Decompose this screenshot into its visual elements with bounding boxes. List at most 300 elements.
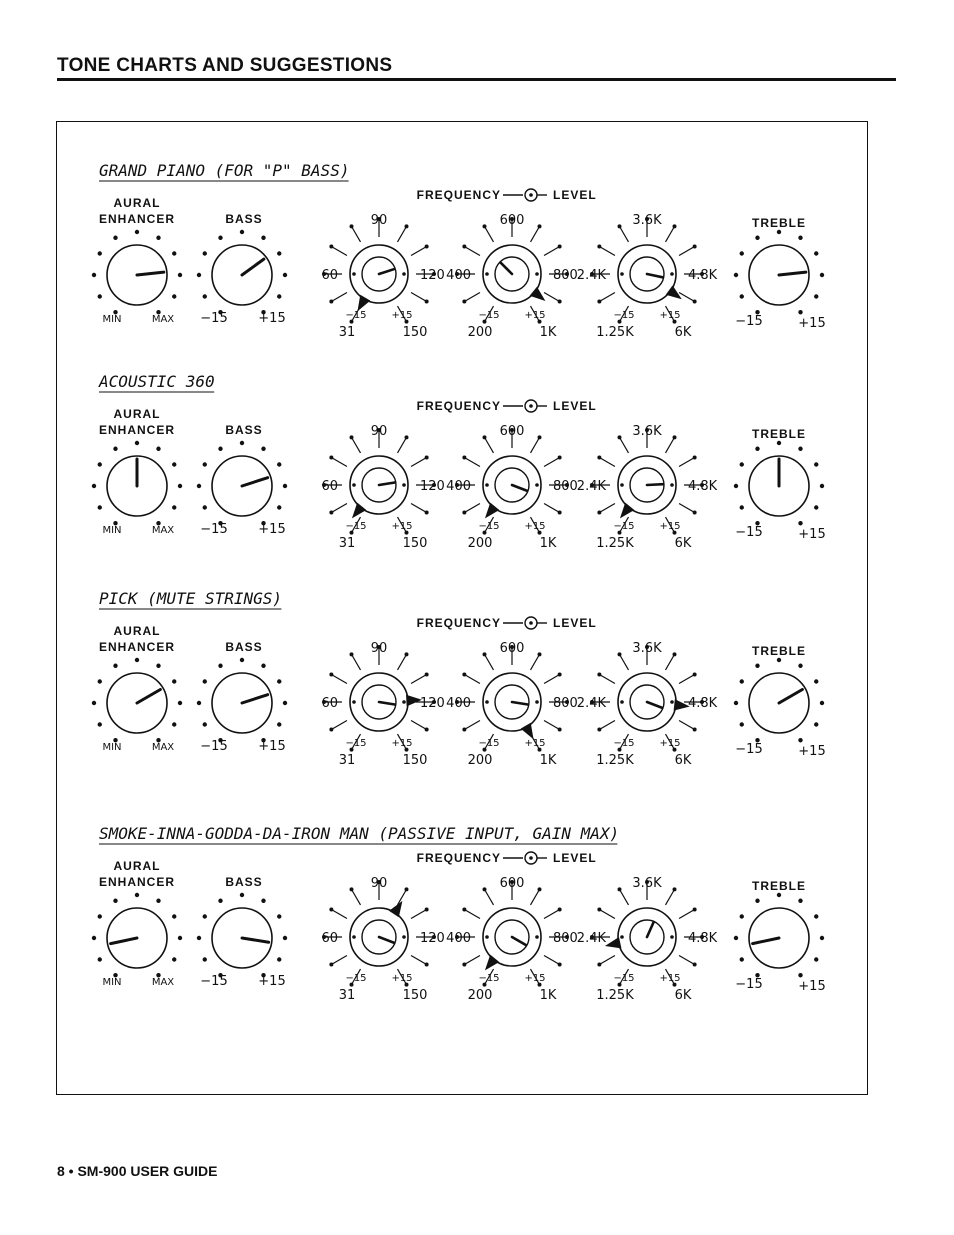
bass-knob-pointer bbox=[242, 259, 264, 275]
eq-band-1-freq-dot bbox=[425, 963, 429, 967]
eq-band-3-freq-max: 6K bbox=[674, 325, 692, 340]
eq-band-3-freq-dot bbox=[673, 435, 677, 439]
eq-band-3-level-dot bbox=[620, 272, 624, 276]
eq-band-2-label-top: 600 bbox=[499, 641, 525, 656]
eq-band-3-freq-tick bbox=[599, 458, 615, 467]
eq-band-3-freq-tick bbox=[620, 889, 629, 905]
level-label: LEVEL bbox=[553, 616, 597, 630]
treble-knob-tick bbox=[814, 251, 818, 255]
eq-band-1-freq-tick bbox=[331, 910, 347, 919]
eq-band-1-level-dot bbox=[402, 700, 406, 704]
eq-band-2-level-min: −15 bbox=[478, 973, 500, 984]
eq-band-1-level-max: +15 bbox=[391, 521, 413, 532]
eq-band-2-level-dot bbox=[485, 272, 489, 276]
treble-knob-tick bbox=[798, 521, 802, 525]
eq-band-1-freq-tick bbox=[331, 504, 347, 513]
eq-band-2-freq-tick bbox=[531, 654, 540, 670]
eq-band-1-level-dot bbox=[352, 700, 356, 704]
eq-band-2-label-right: 800 bbox=[553, 696, 578, 711]
eq-band-1-freq-dot bbox=[350, 435, 354, 439]
eq-band-2-label-top: 600 bbox=[499, 424, 525, 439]
treble-knob-tick bbox=[814, 294, 818, 298]
eq-band-2-freq-tick bbox=[464, 675, 480, 684]
treble-label: TREBLE bbox=[752, 216, 806, 230]
eq-band-3-freq-max: 6K bbox=[674, 536, 692, 551]
eq-band-1-freq-dot bbox=[405, 887, 409, 891]
eq-band-1-freq-tick bbox=[411, 504, 427, 513]
eq-band-2-freq-dot bbox=[538, 224, 542, 228]
eq-band-1-freq-tick bbox=[352, 654, 361, 670]
eq-band-1-freq-tick bbox=[331, 247, 347, 256]
eq-band-3-level-dot bbox=[670, 700, 674, 704]
eq-band-2-freq-tick bbox=[464, 247, 480, 256]
eq-band-1-freq-dot bbox=[329, 456, 333, 460]
aural-enhancer-knob-tick bbox=[98, 462, 102, 466]
bass-knob-pointer bbox=[242, 695, 268, 703]
eq-band-3-freq-tick bbox=[620, 437, 629, 453]
eq-band-1-freq-tick bbox=[331, 956, 347, 965]
eq-band-1-label-left: 60 bbox=[321, 479, 338, 494]
bass-knob-tick bbox=[240, 658, 244, 662]
eq-band-1-freq-max: 150 bbox=[402, 325, 428, 340]
aural-enhancer-knob-tick bbox=[172, 957, 176, 961]
eq-band-3-freq-min: 1.25K bbox=[596, 753, 634, 768]
eq-band-1-freq-tick bbox=[398, 437, 407, 453]
treble-min-label: −15 bbox=[735, 742, 763, 757]
aural-enhancer-knob-tick bbox=[172, 722, 176, 726]
aural-enhancer-knob-tick bbox=[98, 505, 102, 509]
treble-knob-tick bbox=[777, 441, 781, 445]
eq-band-3-freq-dot bbox=[597, 300, 601, 304]
treble-knob-tick bbox=[740, 462, 744, 466]
bass-max-label: +15 bbox=[258, 974, 286, 989]
eq-band-2-freq-dot bbox=[558, 300, 562, 304]
treble-knob-tick bbox=[734, 273, 738, 277]
eq-band-2-freq-dot bbox=[558, 908, 562, 912]
eq-band-2-freq-dot bbox=[558, 963, 562, 967]
aural-enhancer-knob-tick bbox=[113, 664, 117, 668]
eq-band-1-label-top: 90 bbox=[370, 213, 388, 228]
eq-band-3-freq-dot bbox=[597, 245, 601, 249]
aural-enhancer-knob-tick bbox=[156, 664, 160, 668]
aural-max-label: MAX bbox=[151, 314, 175, 325]
eq-band-2-level-dot bbox=[535, 272, 539, 276]
eq-band-3-level-max: +15 bbox=[659, 521, 681, 532]
eq-band-1-level-max: +15 bbox=[391, 738, 413, 749]
bass-min-label: −15 bbox=[200, 522, 228, 537]
treble-min-label: −15 bbox=[735, 525, 763, 540]
enhancer-label: ENHANCER bbox=[98, 212, 176, 226]
bass-knob-tick bbox=[277, 462, 281, 466]
eq-band-3-label-right: 4.8K bbox=[688, 931, 718, 946]
eq-band-2-freq-tick bbox=[544, 458, 560, 467]
eq-band-2-freq-dot bbox=[483, 652, 487, 656]
aural-enhancer-knob-tick bbox=[172, 294, 176, 298]
treble-knob-tick bbox=[734, 484, 738, 488]
treble-knob-tick bbox=[740, 251, 744, 255]
bass-knob-tick bbox=[261, 447, 265, 451]
bass-knob-tick bbox=[203, 462, 207, 466]
eq-band-3-freq-min: 1.25K bbox=[596, 536, 634, 551]
frequency-label: FREQUENCY bbox=[416, 616, 501, 630]
treble-knob-tick bbox=[814, 914, 818, 918]
aural-enhancer-knob-tick bbox=[98, 914, 102, 918]
eq-band-2-freq-dot bbox=[538, 435, 542, 439]
eq-band-1-freq-dot bbox=[350, 652, 354, 656]
eq-band-3-level-pointer bbox=[647, 484, 663, 485]
eq-band-3-label-left: 2.4K bbox=[576, 931, 606, 946]
preset-4 bbox=[92, 824, 826, 1003]
freq-level-symbol-dot bbox=[529, 856, 533, 860]
eq-band-1-freq-tick bbox=[411, 458, 427, 467]
aural-enhancer-knob-tick bbox=[135, 441, 139, 445]
eq-band-2-level-dot bbox=[485, 935, 489, 939]
eq-band-3-level-dot bbox=[670, 272, 674, 276]
treble-knob-tick bbox=[820, 273, 824, 277]
eq-band-2-freq-dot bbox=[558, 245, 562, 249]
treble-knob-tick bbox=[740, 679, 744, 683]
eq-band-2-freq-dot bbox=[558, 728, 562, 732]
treble-label: TREBLE bbox=[752, 427, 806, 441]
treble-knob-tick bbox=[798, 447, 802, 451]
eq-band-2-freq-min: 200 bbox=[467, 988, 493, 1003]
aural-max-label: MAX bbox=[151, 977, 175, 988]
eq-band-3-freq-dot bbox=[597, 908, 601, 912]
eq-band-2-freq-tick bbox=[464, 721, 480, 730]
eq-band-1-freq-dot bbox=[329, 963, 333, 967]
eq-band-2-freq-tick bbox=[531, 226, 540, 242]
treble-knob-tick bbox=[798, 738, 802, 742]
bass-knob-tick bbox=[203, 294, 207, 298]
eq-band-3-freq-tick bbox=[679, 247, 695, 256]
eq-band-2-freq-tick bbox=[544, 910, 560, 919]
aural-enhancer-knob-tick bbox=[135, 893, 139, 897]
eq-band-2-freq-tick bbox=[464, 956, 480, 965]
bass-knob-tick bbox=[203, 505, 207, 509]
aural-enhancer-knob-tick bbox=[113, 899, 117, 903]
eq-band-1-freq-tick bbox=[398, 226, 407, 242]
page-footer: 8 • SM-900 USER GUIDE bbox=[57, 1163, 218, 1179]
bass-knob-tick bbox=[277, 251, 281, 255]
eq-band-2-level-dot bbox=[485, 700, 489, 704]
eq-band-3-level-min: −15 bbox=[613, 310, 635, 321]
eq-band-3-freq-max: 6K bbox=[674, 753, 692, 768]
bass-knob-tick bbox=[240, 893, 244, 897]
treble-knob-tick bbox=[814, 722, 818, 726]
eq-band-3-freq-dot bbox=[693, 456, 697, 460]
treble-knob-tick bbox=[734, 701, 738, 705]
eq-band-1-level-dot bbox=[402, 483, 406, 487]
aural-enhancer-knob-pointer bbox=[137, 690, 160, 704]
bass-knob-tick bbox=[261, 664, 265, 668]
eq-band-3-level-dot bbox=[620, 935, 624, 939]
eq-band-2-freq-max: 1K bbox=[539, 988, 557, 1003]
freq-level-symbol-dot bbox=[529, 621, 533, 625]
eq-band-3-freq-dot bbox=[693, 245, 697, 249]
aural-enhancer-knob-tick bbox=[98, 957, 102, 961]
eq-band-1-level-min: −15 bbox=[345, 738, 367, 749]
bass-knob-tick bbox=[203, 251, 207, 255]
eq-band-2-freq-min: 200 bbox=[467, 325, 493, 340]
eq-band-1-freq-max: 150 bbox=[402, 988, 428, 1003]
aural-enhancer-knob-tick bbox=[172, 462, 176, 466]
eq-band-1-level-min: −15 bbox=[345, 310, 367, 321]
frequency-label: FREQUENCY bbox=[416, 188, 501, 202]
eq-band-1-freq-tick bbox=[352, 226, 361, 242]
eq-band-1-label-right: 120 bbox=[420, 696, 445, 711]
eq-band-2-label-right: 800 bbox=[553, 268, 578, 283]
eq-band-1-level-dot bbox=[352, 935, 356, 939]
enhancer-label: ENHANCER bbox=[98, 423, 176, 437]
eq-band-1-freq-dot bbox=[350, 887, 354, 891]
treble-knob-pointer bbox=[779, 272, 806, 275]
eq-band-2-freq-dot bbox=[462, 908, 466, 912]
eq-band-3-freq-tick bbox=[679, 721, 695, 730]
eq-band-1-freq-tick bbox=[331, 293, 347, 302]
treble-knob-tick bbox=[755, 664, 759, 668]
preset-title: PICK (MUTE STRINGS) bbox=[99, 589, 283, 608]
aural-enhancer-knob-tick bbox=[156, 447, 160, 451]
eq-band-2-freq-max: 1K bbox=[539, 536, 557, 551]
eq-band-3-label-top: 3.6K bbox=[632, 424, 662, 439]
eq-band-2-freq-tick bbox=[464, 910, 480, 919]
eq-band-2-level-max: +15 bbox=[524, 738, 546, 749]
eq-band-1-freq-dot bbox=[425, 300, 429, 304]
eq-band-3-freq-dot bbox=[618, 887, 622, 891]
treble-max-label: +15 bbox=[798, 316, 826, 331]
eq-band-2-freq-dot bbox=[483, 224, 487, 228]
eq-band-1-freq-dot bbox=[425, 456, 429, 460]
aural-enhancer-knob-tick bbox=[92, 484, 96, 488]
eq-band-2-freq-tick bbox=[464, 293, 480, 302]
eq-band-2-freq-tick bbox=[544, 293, 560, 302]
preset-1 bbox=[92, 161, 826, 340]
treble-knob-tick bbox=[820, 484, 824, 488]
eq-band-2-level-max: +15 bbox=[524, 310, 546, 321]
treble-knob-tick bbox=[798, 664, 802, 668]
aural-enhancer-knob-tick bbox=[178, 701, 182, 705]
eq-band-2-freq-tick bbox=[531, 437, 540, 453]
eq-band-3-freq-tick bbox=[599, 910, 615, 919]
aural-enhancer-knob-tick bbox=[98, 722, 102, 726]
aural-enhancer-knob-tick bbox=[178, 484, 182, 488]
aural-max-label: MAX bbox=[151, 742, 175, 753]
eq-band-1-freq-max: 150 bbox=[402, 753, 428, 768]
bass-knob-tick bbox=[283, 273, 287, 277]
eq-band-2-level-min: −15 bbox=[478, 310, 500, 321]
bass-knob-tick bbox=[277, 957, 281, 961]
treble-label: TREBLE bbox=[752, 879, 806, 893]
eq-band-3-freq-tick bbox=[679, 504, 695, 513]
treble-knob-tick bbox=[777, 893, 781, 897]
treble-knob-tick bbox=[820, 701, 824, 705]
preset-title: ACOUSTIC 360 bbox=[99, 372, 215, 391]
aural-enhancer-knob-tick bbox=[92, 701, 96, 705]
eq-band-1-label-left: 60 bbox=[321, 931, 338, 946]
eq-band-2-freq-tick bbox=[544, 721, 560, 730]
eq-band-3-label-left: 2.4K bbox=[576, 696, 606, 711]
eq-band-2-label-right: 800 bbox=[553, 931, 578, 946]
eq-band-2-freq-dot bbox=[538, 652, 542, 656]
eq-band-3-label-right: 4.8K bbox=[688, 268, 718, 283]
eq-band-1-freq-tick bbox=[398, 654, 407, 670]
aural-label: AURAL bbox=[113, 407, 161, 421]
eq-band-3-freq-dot bbox=[597, 728, 601, 732]
eq-band-2-freq-dot bbox=[538, 887, 542, 891]
eq-band-3-freq-dot bbox=[693, 728, 697, 732]
eq-band-1-label-right: 120 bbox=[420, 931, 445, 946]
frequency-label: FREQUENCY bbox=[416, 399, 501, 413]
treble-knob-tick bbox=[755, 236, 759, 240]
eq-band-3-freq-tick bbox=[679, 293, 695, 302]
eq-band-1-level-dot bbox=[402, 272, 406, 276]
eq-band-3-freq-dot bbox=[693, 673, 697, 677]
preset-title: GRAND PIANO (FOR "P" BASS) bbox=[99, 161, 350, 180]
eq-band-3-label-right: 4.8K bbox=[688, 696, 718, 711]
freq-level-symbol-dot bbox=[529, 193, 533, 197]
treble-knob-tick bbox=[798, 310, 802, 314]
bass-knob-tick bbox=[203, 722, 207, 726]
eq-band-1-freq-dot bbox=[425, 908, 429, 912]
eq-band-3-label-right: 4.8K bbox=[688, 479, 718, 494]
eq-band-1-freq-dot bbox=[425, 511, 429, 515]
eq-band-1-label-right: 120 bbox=[420, 479, 445, 494]
bass-knob-tick bbox=[283, 484, 287, 488]
bass-knob-tick bbox=[218, 664, 222, 668]
title-rule bbox=[57, 78, 896, 81]
eq-band-2-freq-tick bbox=[485, 226, 494, 242]
bass-max-label: +15 bbox=[258, 522, 286, 537]
eq-band-3-freq-tick bbox=[666, 226, 675, 242]
eq-band-1-label-top: 90 bbox=[370, 876, 388, 891]
bass-knob-tick bbox=[277, 914, 281, 918]
eq-band-2-freq-tick bbox=[544, 247, 560, 256]
treble-knob-tick bbox=[798, 973, 802, 977]
eq-band-3-level-dot bbox=[670, 935, 674, 939]
aural-enhancer-knob-tick bbox=[135, 230, 139, 234]
aural-enhancer-knob-tick bbox=[98, 294, 102, 298]
eq-band-1-freq-tick bbox=[411, 675, 427, 684]
aural-enhancer-knob-pointer bbox=[137, 272, 164, 275]
treble-knob-tick bbox=[740, 294, 744, 298]
aural-enhancer-knob-tick bbox=[172, 251, 176, 255]
eq-band-2-freq-dot bbox=[462, 511, 466, 515]
treble-knob-tick bbox=[740, 957, 744, 961]
eq-band-3-label-top: 3.6K bbox=[632, 641, 662, 656]
bass-knob-tick bbox=[203, 957, 207, 961]
aural-enhancer-knob-tick bbox=[172, 914, 176, 918]
treble-knob-tick bbox=[777, 230, 781, 234]
eq-band-2-freq-dot bbox=[558, 511, 562, 515]
eq-band-2-freq-dot bbox=[462, 963, 466, 967]
eq-band-3-level-min: −15 bbox=[613, 738, 635, 749]
treble-knob-tick bbox=[814, 462, 818, 466]
eq-band-2-freq-tick bbox=[531, 889, 540, 905]
eq-band-1-freq-tick bbox=[411, 247, 427, 256]
eq-band-1-freq-dot bbox=[425, 245, 429, 249]
eq-band-1-level-min: −15 bbox=[345, 521, 367, 532]
aural-enhancer-knob-tick bbox=[92, 273, 96, 277]
eq-band-3-freq-pointer bbox=[605, 937, 621, 948]
eq-band-3-freq-tick bbox=[599, 293, 615, 302]
eq-band-2-freq-dot bbox=[558, 673, 562, 677]
aural-enhancer-knob-tick bbox=[172, 679, 176, 683]
level-label: LEVEL bbox=[553, 399, 597, 413]
eq-band-3-level-dot bbox=[670, 483, 674, 487]
preset-3 bbox=[92, 589, 826, 768]
eq-band-2-level-dot bbox=[535, 700, 539, 704]
bass-knob-tick bbox=[203, 914, 207, 918]
eq-band-3-level-max: +15 bbox=[659, 973, 681, 984]
eq-band-1-freq-dot bbox=[405, 652, 409, 656]
eq-band-2-freq-max: 1K bbox=[539, 753, 557, 768]
eq-band-1-freq-tick bbox=[331, 721, 347, 730]
eq-band-1-freq-min: 31 bbox=[338, 753, 356, 768]
eq-band-1-freq-dot bbox=[329, 908, 333, 912]
eq-band-3-freq-tick bbox=[666, 654, 675, 670]
treble-knob-tick bbox=[820, 936, 824, 940]
treble-min-label: −15 bbox=[735, 314, 763, 329]
eq-band-2-freq-dot bbox=[462, 300, 466, 304]
eq-band-1-freq-tick bbox=[331, 458, 347, 467]
eq-band-1-freq-tick bbox=[411, 956, 427, 965]
eq-band-2-freq-tick bbox=[544, 956, 560, 965]
bass-knob-tick bbox=[277, 505, 281, 509]
eq-band-2-level-max: +15 bbox=[524, 521, 546, 532]
aural-max-label: MAX bbox=[151, 525, 175, 536]
eq-band-1-freq-min: 31 bbox=[338, 988, 356, 1003]
treble-knob-tick bbox=[740, 722, 744, 726]
eq-band-1-freq-tick bbox=[411, 293, 427, 302]
preset-2 bbox=[92, 372, 826, 551]
eq-band-1-freq-tick bbox=[411, 721, 427, 730]
eq-band-3-freq-min: 1.25K bbox=[596, 325, 634, 340]
eq-band-1-freq-dot bbox=[329, 300, 333, 304]
treble-max-label: +15 bbox=[798, 527, 826, 542]
frequency-label: FREQUENCY bbox=[416, 851, 501, 865]
eq-band-1-level-dot bbox=[402, 935, 406, 939]
eq-band-2-level-dot bbox=[535, 483, 539, 487]
bass-knob-tick bbox=[277, 294, 281, 298]
eq-band-3-level-min: −15 bbox=[613, 521, 635, 532]
aural-label: AURAL bbox=[113, 859, 161, 873]
tone-chart-diagram bbox=[57, 122, 867, 1094]
aural-enhancer-knob-tick bbox=[113, 447, 117, 451]
eq-band-3-freq-tick bbox=[620, 226, 629, 242]
bass-knob-tick bbox=[218, 899, 222, 903]
eq-band-2-level-min: −15 bbox=[478, 521, 500, 532]
eq-band-2-freq-dot bbox=[462, 728, 466, 732]
eq-band-3-label-top: 3.6K bbox=[632, 876, 662, 891]
eq-band-2-freq-min: 200 bbox=[467, 536, 493, 551]
eq-band-1-freq-dot bbox=[329, 673, 333, 677]
eq-band-1-freq-max: 150 bbox=[402, 536, 428, 551]
eq-band-3-level-max: +15 bbox=[659, 310, 681, 321]
eq-band-2-freq-dot bbox=[483, 887, 487, 891]
eq-band-1-label-top: 90 bbox=[370, 424, 388, 439]
eq-band-2-label-right: 800 bbox=[553, 479, 578, 494]
eq-band-1-freq-min: 31 bbox=[338, 325, 356, 340]
aural-enhancer-knob-pointer bbox=[111, 938, 137, 944]
eq-band-1-freq-dot bbox=[425, 673, 429, 677]
bass-knob-tick bbox=[203, 679, 207, 683]
eq-band-3-freq-dot bbox=[618, 435, 622, 439]
eq-band-1-freq-dot bbox=[350, 224, 354, 228]
eq-band-3-freq-tick bbox=[666, 889, 675, 905]
bass-knob-tick bbox=[197, 936, 201, 940]
aural-min-label: MIN bbox=[102, 525, 122, 536]
aural-enhancer-knob-tick bbox=[135, 658, 139, 662]
